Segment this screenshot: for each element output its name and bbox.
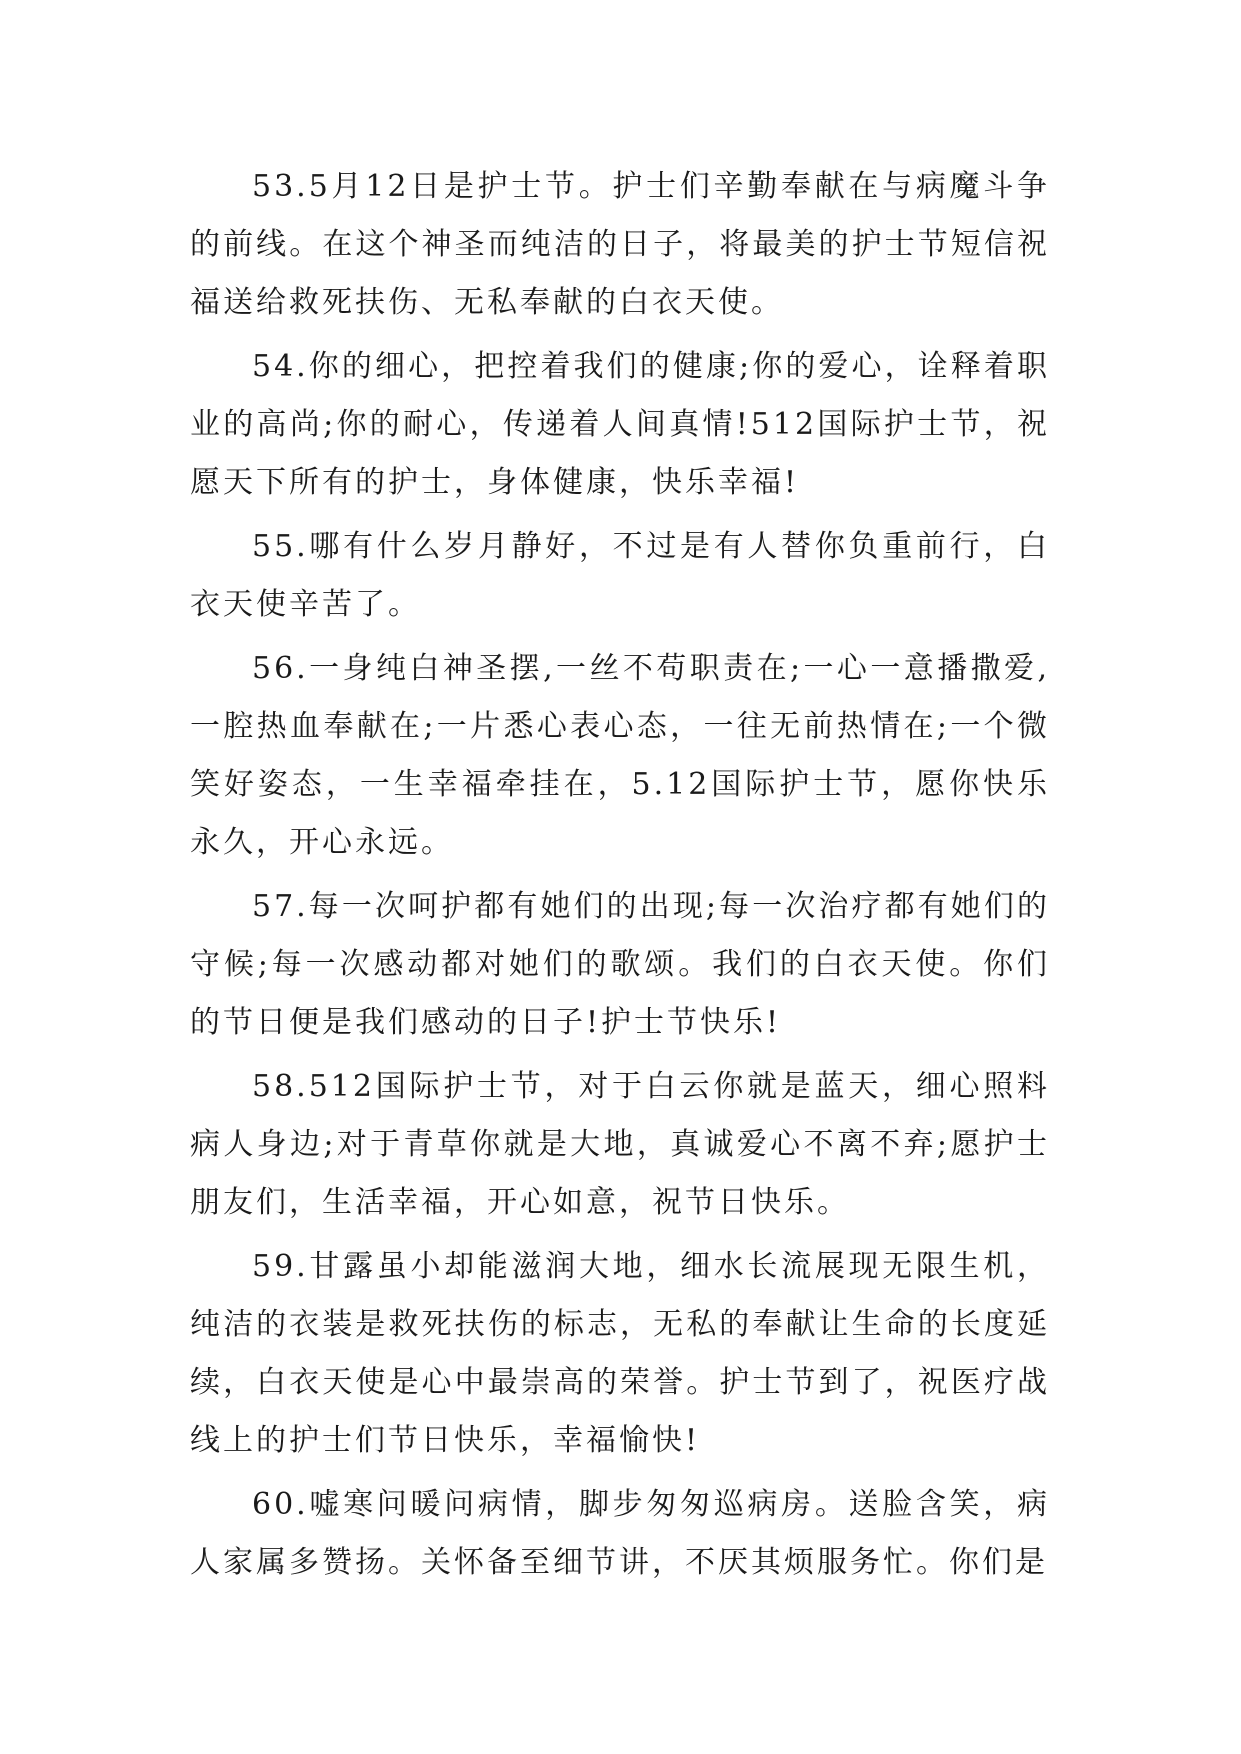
paragraph-56: 56.一身纯白神圣摆,一丝不苟职责在;一心一意播撒爱,一腔热血奉献在;一片悉心表心态，一往无前热情在;一个微笑好姿态，一生幸福牵挂在，5.12国际护士节，愿你快乐永久，开心永远。 <box>190 651 1050 860</box>
paragraph-53: 53.5月12日是护士节。护士们辛勤奉献在与病魔斗争的前线。在这个神圣而纯洁的日子，将最美的护士节短信祝福送给救死扶伤、无私奉献的白衣天使。 <box>190 169 1050 320</box>
paragraph-58: 58.512国际护士节，对于白云你就是蓝天，细心照料病人身边;对于青草你就是大地，真诚爱心不离不弃;愿护士朋友们，生活幸福，开心如意，祝节日快乐。 <box>190 1069 1050 1220</box>
paragraph-57: 57.每一次呵护都有她们的出现;每一次治疗都有她们的守候;每一次感动都对她们的歌颂。我们的白衣天使。你们的节日便是我们感动的日子!护士节快乐! <box>190 889 1050 1040</box>
paragraph-54: 54.你的细心，把控着我们的健康;你的爱心，诠释着职业的高尚;你的耐心，传递着人间真情!512国际护士节，祝愿天下所有的护士，身体健康，快乐幸福! <box>190 349 1050 500</box>
paragraph-55: 55.哪有什么岁月静好，不过是有人替你负重前行，白衣天使辛苦了。 <box>190 529 1050 622</box>
document-body <box>190 158 1050 1598</box>
paragraph-59: 59.甘露虽小却能滋润大地，细水长流展现无限生机，纯洁的衣装是救死扶伤的标志，无私的奉献让生命的长度延续，白衣天使是心中最崇高的荣誉。护士节到了，祝医疗战线上的护士们节日快乐，幸福愉快! <box>190 1249 1050 1458</box>
paragraph-60: 60.嘘寒问暖问病情，脚步匆匆巡病房。送脸含笑，病人家属多赞扬。关怀备至细节讲，不厌其烦服务忙。你们是 <box>190 1487 1050 1580</box>
